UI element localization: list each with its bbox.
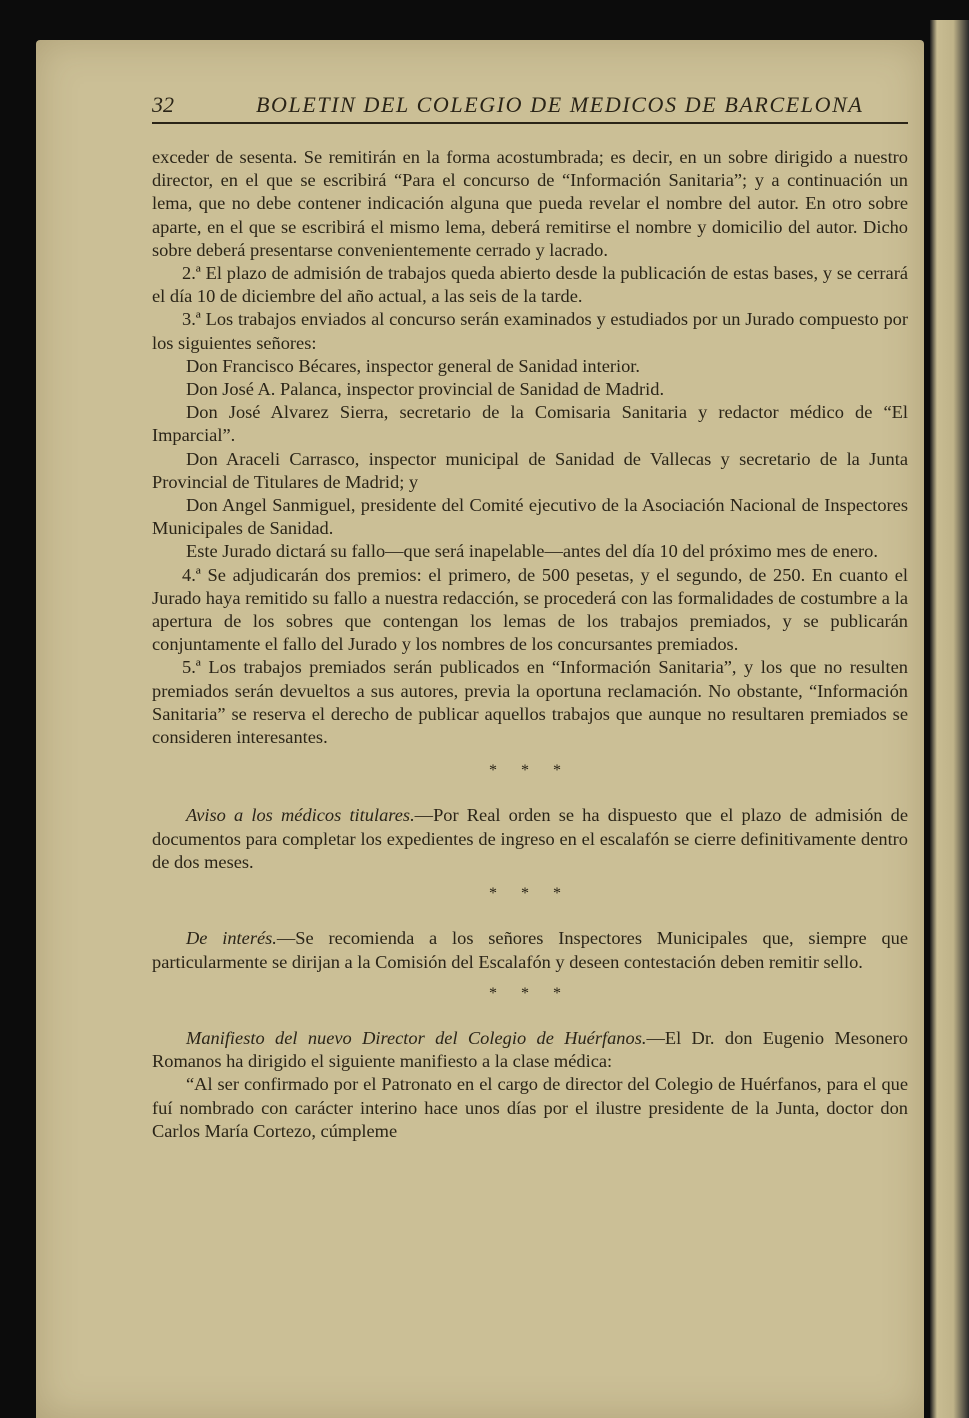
- section-separator: * * *: [489, 762, 571, 780]
- paragraph-3: 3.ª Los trabajos enviados al concurso serán examinados y estudiados por un Jurado compuesto por los siguientes señores:: [152, 309, 908, 353]
- jury-member-4: Don Araceli Carrasco, inspector municipal de Sanidad de Vallecas y secretario de la Junta Provincial de Titulares de Madrid; y: [152, 448, 908, 492]
- jury-member-2: Don José A. Palanca, inspector provincial de Sanidad de Madrid.: [186, 379, 665, 400]
- page-number: 32: [152, 92, 174, 117]
- notice-titulares-lead: Aviso a los médicos titulares.: [186, 805, 415, 826]
- jury-member-5: Don Angel Sanmiguel, presidente del Comité ejecutivo de la Asociación Nacional de Inspectores Municipales de Sanidad.: [152, 495, 908, 539]
- paragraph-6: 5.ª Los trabajos premiados serán publicados en “Información Sanitaria”, y los que no resulten premiados serán devueltos a sus autores, previa la oportuna reclamación. No obstante, “Información Sanitaria” se reserva el derecho de publicar aquellos trabajos que aunque no resultaren premiados se consideren interesantes.: [152, 657, 908, 748]
- book-spine: [930, 20, 969, 1418]
- notice-manifiesto: [152, 1027, 908, 1073]
- jury-member-1: Don Francisco Bécares, inspector general de Sanidad interior.: [186, 355, 640, 376]
- paragraph-1: exceder de sesenta. Se remitirán en la forma acostumbrada; es decir, en un sobre dirigido a nuestro director, en el que se escribirá “Para el concurso de “Información Sanitaria”; y a continuación un lema, que no debe contener indicación alguna que pueda revelar el nombre del autor. En otro sobre aparte, en el que se escribirá el mismo lema, deberá remitirse el nombre y domicilio del autor. Dicho sobre deberá presentarse convenientemente cerrado y lacrado.: [152, 147, 908, 260]
- notice-interes: [152, 927, 908, 973]
- notice-manifiesto-lead: Manifiesto del nuevo Director del Colegio de Huérfanos.: [186, 1027, 647, 1048]
- manifesto-quote: “Al ser confirmado por el Patronato en el cargo de director del Colegio de Huérfanos, para el que fuí nombrado con carácter interino hace unos días por el ilustre presidente de la Junta, doctor don Carlos María Cortezo, cúmpleme: [152, 1074, 908, 1141]
- article-body: [152, 146, 908, 1143]
- jury-member-3: Don José Alvarez Sierra, secretario de la Comisaria Sanitaria y redactor médico de “El Imparcial”.: [152, 402, 908, 446]
- notice-interes-lead: De interés.: [186, 928, 277, 949]
- section-separator: * * *: [489, 885, 571, 903]
- paragraph-4: Este Jurado dictará su fallo—que será inapelable—antes del día 10 del próximo mes de enero.: [186, 541, 878, 562]
- notice-manifiesto-text: —El Dr. don Eugenio Mesonero Romanos ha dirigido el siguiente manifiesto a la clase médica:: [152, 1027, 908, 1072]
- section-separator: * * *: [489, 984, 571, 1002]
- running-title: BOLETIN DEL COLEGIO DE MEDICOS DE BARCELONA: [256, 92, 864, 117]
- paragraph-2: 2.ª El plazo de admisión de trabajos queda abierto desde la publicación de estas bases, y se cerrará el día 10 de diciembre del año actual, a las seis de la tarde.: [152, 263, 908, 307]
- notice-titulares-text: —Por Real orden se ha dispuesto que el plazo de admisión de documentos para completar los expedientes de ingreso en el escalafón se cierre definitivamente dentro de dos meses.: [152, 805, 908, 872]
- page-header: [152, 92, 908, 124]
- notice-titulares: [152, 804, 908, 874]
- notice-interes-text: —Se recomienda a los señores Inspectores Municipales que, siempre que particularmente se dirijan a la Comisión del Escalafón y deseen contestación deben remitir sello.: [152, 928, 908, 972]
- paragraph-5: 4.ª Se adjudicarán dos premios: el primero, de 500 pesetas, y el segundo, de 250. En cuanto el Jurado haya remitido su fallo a nuestra redacción, se procederá con las formalidades de costumbre a la apertura de los sobres que contengan los lemas de los trabajos premiados, y se publicarán conjuntamente el fallo del Jurado y los nombres de los concursantes premiados.: [152, 564, 908, 655]
